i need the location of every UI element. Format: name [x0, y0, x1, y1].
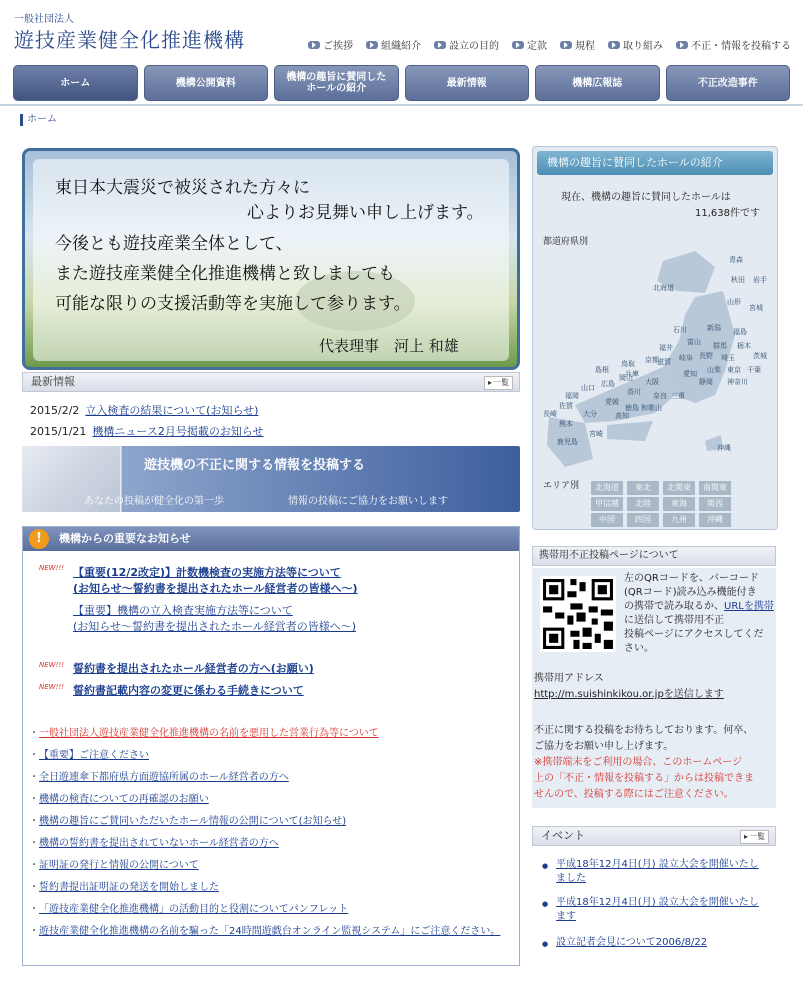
pref-link[interactable]: 京都 — [645, 356, 659, 364]
tab-public-docs[interactable]: 機構公開資料 — [144, 65, 269, 101]
hero-line: 心よりお見舞い申し上げます。 — [247, 203, 484, 223]
hall-map-panel — [532, 146, 778, 530]
breadcrumb[interactable]: ホーム — [20, 114, 57, 126]
pref-link[interactable]: 宮城 — [749, 304, 763, 312]
hall-count: 11,638件です — [695, 208, 760, 219]
util-report[interactable]: 不正・情報を投稿する — [676, 37, 791, 52]
banner-text: 情報の投稿にご協力をお願いします — [288, 496, 448, 507]
pref-link[interactable]: 和歌山 — [641, 404, 662, 412]
pref-link[interactable]: 鹿児島 — [557, 438, 578, 446]
area-button[interactable]: 北関東 — [663, 481, 695, 495]
pref-link[interactable]: 愛媛 — [605, 398, 619, 406]
util-articles[interactable]: 定款 — [512, 37, 547, 52]
pref-link[interactable]: 山梨 — [707, 366, 721, 374]
pref-link[interactable]: 島根 — [595, 366, 609, 374]
notice-link[interactable]: (お知らせ～誓約書を提出されたホール経営者の皆様へ～) — [73, 582, 358, 595]
pref-link[interactable]: 新潟 — [707, 324, 721, 332]
pref-link[interactable]: 東京 — [727, 366, 741, 374]
pref-link[interactable]: 沖縄 — [717, 444, 731, 452]
pref-link[interactable]: 青森 — [729, 256, 743, 264]
pref-link[interactable]: 鳥取 — [621, 360, 635, 368]
area-button[interactable]: 沖縄 — [699, 513, 731, 527]
pref-link[interactable]: 岡山 — [619, 374, 633, 382]
banner-text: あなたの投稿が健全化の第一歩 — [84, 496, 224, 507]
list-item: ・ 全日遊連傘下都府県方面遊協所属のホール経営者の方へ — [39, 771, 289, 785]
main-nav — [13, 65, 790, 101]
pref-link[interactable]: 秋田 — [731, 276, 745, 284]
pref-link[interactable]: 滋賀 — [657, 358, 671, 366]
area-button[interactable]: 北陸 — [627, 497, 659, 511]
arrow-icon — [608, 41, 620, 49]
pref-link[interactable]: 岐阜 — [679, 354, 693, 362]
url-link[interactable]: URLを携帯 — [724, 601, 774, 612]
hero-line: 今後とも遊技産業全体として、 — [55, 234, 293, 254]
area-button[interactable]: 関西 — [699, 497, 731, 511]
arrow-icon — [560, 41, 572, 49]
hero-signature: 代表理事 河上 和雄 — [319, 337, 459, 355]
pref-link[interactable]: 山形 — [727, 298, 741, 306]
notice-link[interactable]: 誓約書を提出されたホール経営者の方へ(お願い) — [73, 662, 314, 675]
pref-link[interactable]: 岩手 — [753, 276, 767, 284]
new-badge: NEW!!! — [39, 683, 64, 691]
hero-line: 可能な限りの支援活動等を実施して参ります。 — [55, 294, 411, 314]
list-item: ・ 機構の誓約書を提出されていないホール経営者の方へ — [39, 837, 279, 851]
area-button[interactable]: 九州 — [663, 513, 695, 527]
area-button[interactable]: 甲信越 — [591, 497, 623, 511]
pref-link[interactable]: 群馬 — [713, 342, 727, 350]
notices-header: ! 機構からの重要なお知らせ — [23, 527, 519, 551]
events-header — [532, 826, 776, 846]
pref-link[interactable]: 大分 — [583, 410, 597, 418]
pref-link[interactable]: 福岡 — [565, 392, 579, 400]
list-item: ・ 機構の趣旨にご賛同いただいたホール情報の公開について(お知らせ) — [39, 815, 346, 829]
arrow-icon — [512, 41, 524, 49]
pref-link[interactable]: 兵庫 — [625, 370, 639, 378]
util-rules[interactable]: 規程 — [560, 37, 595, 52]
util-efforts[interactable]: 取り組み — [608, 37, 663, 52]
list-item: ・ 「遊技産業健全化推進機構」の活動目的と役割についてパンフレット — [39, 903, 348, 917]
tab-halls[interactable]: 機構の趣旨に賛同した ホールの紹介 — [274, 65, 399, 101]
pref-link[interactable]: 高知 — [615, 412, 629, 420]
tab-home[interactable]: ホーム — [13, 65, 138, 101]
notice-link[interactable]: 【重要(12/2改定)】計数機検査の実施方法等について — [73, 566, 341, 579]
pref-link[interactable]: 香川 — [627, 388, 641, 396]
pref-link[interactable]: 栃木 — [737, 342, 751, 350]
arrow-icon — [308, 41, 320, 49]
events-more-button[interactable]: ▸ 一覧 — [740, 830, 769, 844]
list-item: ・ 一般社団法人遊技産業健全化推進機構の名前を悪用した営業行為等について — [39, 727, 379, 741]
list-item: ・ 証明証の発行と情報の公開について — [39, 859, 199, 873]
divider — [0, 104, 803, 106]
notice-link[interactable]: 【重要】機構の立入検査実施方法等について — [73, 604, 293, 617]
new-badge: NEW!!! — [39, 564, 64, 572]
hall-map-header[interactable]: 機構の趣旨に賛同したホールの紹介 — [537, 151, 773, 175]
pref-link[interactable]: 広島 — [601, 380, 615, 388]
area-button[interactable]: 北海道 — [591, 481, 623, 495]
arrow-icon — [676, 41, 688, 49]
list-item: ・ 遊技産業健全化推進機構の名前を騙った「24時間遊戯台オンライン監視システム」にご注意ください。 — [39, 925, 509, 939]
news-item: 2015/1/21 機構ニュース2月号掲載のお知らせ — [30, 425, 264, 438]
org-sub: 一般社団法人 — [14, 14, 74, 25]
util-purpose[interactable]: 設立の目的 — [434, 37, 499, 52]
event-link[interactable]: ● 平成18年12月4日(月) 設立大会を開催いたします — [556, 896, 766, 924]
banner-title: 遊技機の不正に関する情報を投稿する — [144, 458, 366, 473]
pref-link[interactable]: 大阪 — [645, 378, 659, 386]
area-button[interactable]: 東北 — [627, 481, 659, 495]
mobile-address-link[interactable]: http://m.suishinkikou.or.jpを送信します — [534, 689, 724, 700]
new-badge: NEW!!! — [39, 661, 64, 669]
pref-label: 都道府県別 — [543, 237, 589, 247]
important-notices — [22, 526, 520, 966]
list-item: ・ 機構の検査についての再確認のお願い — [39, 793, 209, 807]
pref-link[interactable]: 埼玉 — [721, 354, 735, 362]
area-label: エリア別 — [543, 481, 580, 491]
notice-link[interactable]: 誓約書記載内容の変更に係わる手続きについて — [73, 684, 304, 697]
tab-news[interactable]: 最新情報 — [405, 65, 530, 101]
events-title: イベント — [541, 829, 585, 842]
pref-link[interactable]: 長野 — [699, 352, 713, 360]
pref-link[interactable]: 千葉 — [747, 366, 761, 374]
pref-link[interactable]: 愛知 — [683, 370, 697, 378]
hero-message — [22, 148, 520, 370]
pref-link[interactable]: 三重 — [671, 392, 685, 400]
util-greeting[interactable]: ご挨拶 — [308, 37, 353, 52]
arrow-icon — [366, 41, 378, 49]
notice-link[interactable]: (お知らせ～誓約書を提出されたホール経営者の皆様へ～) — [73, 620, 357, 633]
pref-link[interactable]: 山口 — [581, 384, 595, 392]
area-button[interactable]: 中国 — [591, 513, 623, 527]
news-title: 最新情報 — [31, 375, 75, 388]
pref-link[interactable]: 茨城 — [753, 352, 767, 360]
mobile-panel: 左のQRコードを、バーコード (QRコード)読み込み機能付き の携帯で読み取るか、URLを携帯 に送信して携帯用不正 投稿ページにアクセスしてくだ さい。 携帯用アドレス http://m.suishinkikou.or.jpを送信します 不正に関する投稿をお待ちしております。何卒、 ご協力をお願い申し上げます。 ※携帯端末をご利用の場合、このホームページ 上の「不正・情報を投稿する」からは投稿できま せんので、投稿する際にはご注意ください。 — [532, 568, 776, 808]
util-org[interactable]: 組織紹介 — [366, 37, 421, 52]
pref-link[interactable]: 福井 — [659, 344, 673, 352]
list-item: ・ 【重要】ご注意ください — [39, 749, 149, 763]
site-header — [0, 0, 803, 62]
report-banner[interactable] — [22, 446, 520, 512]
pref-link[interactable]: 福島 — [733, 328, 747, 336]
pref-link[interactable]: 徳島 — [625, 404, 639, 412]
news-item: 2015/2/2 立入検査の結果について(お知らせ) — [30, 404, 259, 417]
news-link[interactable]: 立入検査の結果について(お知らせ) — [85, 404, 259, 417]
pref-link[interactable]: 奈良 — [653, 392, 667, 400]
arrow-icon — [434, 41, 446, 49]
pref-link[interactable]: 熊本 — [559, 420, 573, 428]
pref-link[interactable]: 石川 — [673, 326, 687, 334]
news-header — [22, 372, 520, 392]
pref-link[interactable]: 佐賀 — [559, 402, 573, 410]
event-link[interactable]: ● 設立記者会見について2006/8/22 — [556, 936, 766, 950]
area-button[interactable]: 東海 — [663, 497, 695, 511]
event-link[interactable]: ● 平成18年12月4日(月) 設立大会を開催いたしました — [556, 858, 766, 886]
hall-count-text: 現在、機構の趣旨に賛同したホールは — [561, 192, 731, 203]
pref-link[interactable]: 静岡 — [699, 378, 713, 386]
site-logo[interactable]: 遊技産業健全化推進機構 — [14, 28, 245, 52]
pref-link[interactable]: 宮崎 — [589, 430, 603, 438]
pref-link[interactable]: 神奈川 — [727, 378, 748, 386]
area-button[interactable]: 南関東 — [699, 481, 731, 495]
pref-link[interactable]: 長崎 — [543, 410, 557, 418]
utility-nav — [308, 37, 791, 52]
tab-magazine[interactable]: 機構広報誌 — [535, 65, 660, 101]
pref-link[interactable]: 北海道 — [653, 284, 674, 292]
area-button[interactable]: 四国 — [627, 513, 659, 527]
hero-line: また遊技産業健全化推進機構と致しましても — [55, 264, 395, 284]
tab-incidents[interactable]: 不正改造事件 — [666, 65, 791, 101]
pref-link[interactable]: 富山 — [687, 338, 701, 346]
news-link[interactable]: 機構ニュース2月号掲載のお知らせ — [92, 425, 264, 438]
qr-code-icon — [540, 576, 616, 652]
hero-line: 東日本大震災で被災された方々に — [55, 178, 310, 198]
mobile-header: 携帯用不正投稿ページについて — [532, 546, 776, 566]
warning-icon: ! — [29, 529, 49, 549]
list-item: ・ 誓約書提出証明証の発送を開始しました — [39, 881, 219, 895]
news-more-button[interactable]: ▸ 一覧 — [484, 376, 513, 390]
